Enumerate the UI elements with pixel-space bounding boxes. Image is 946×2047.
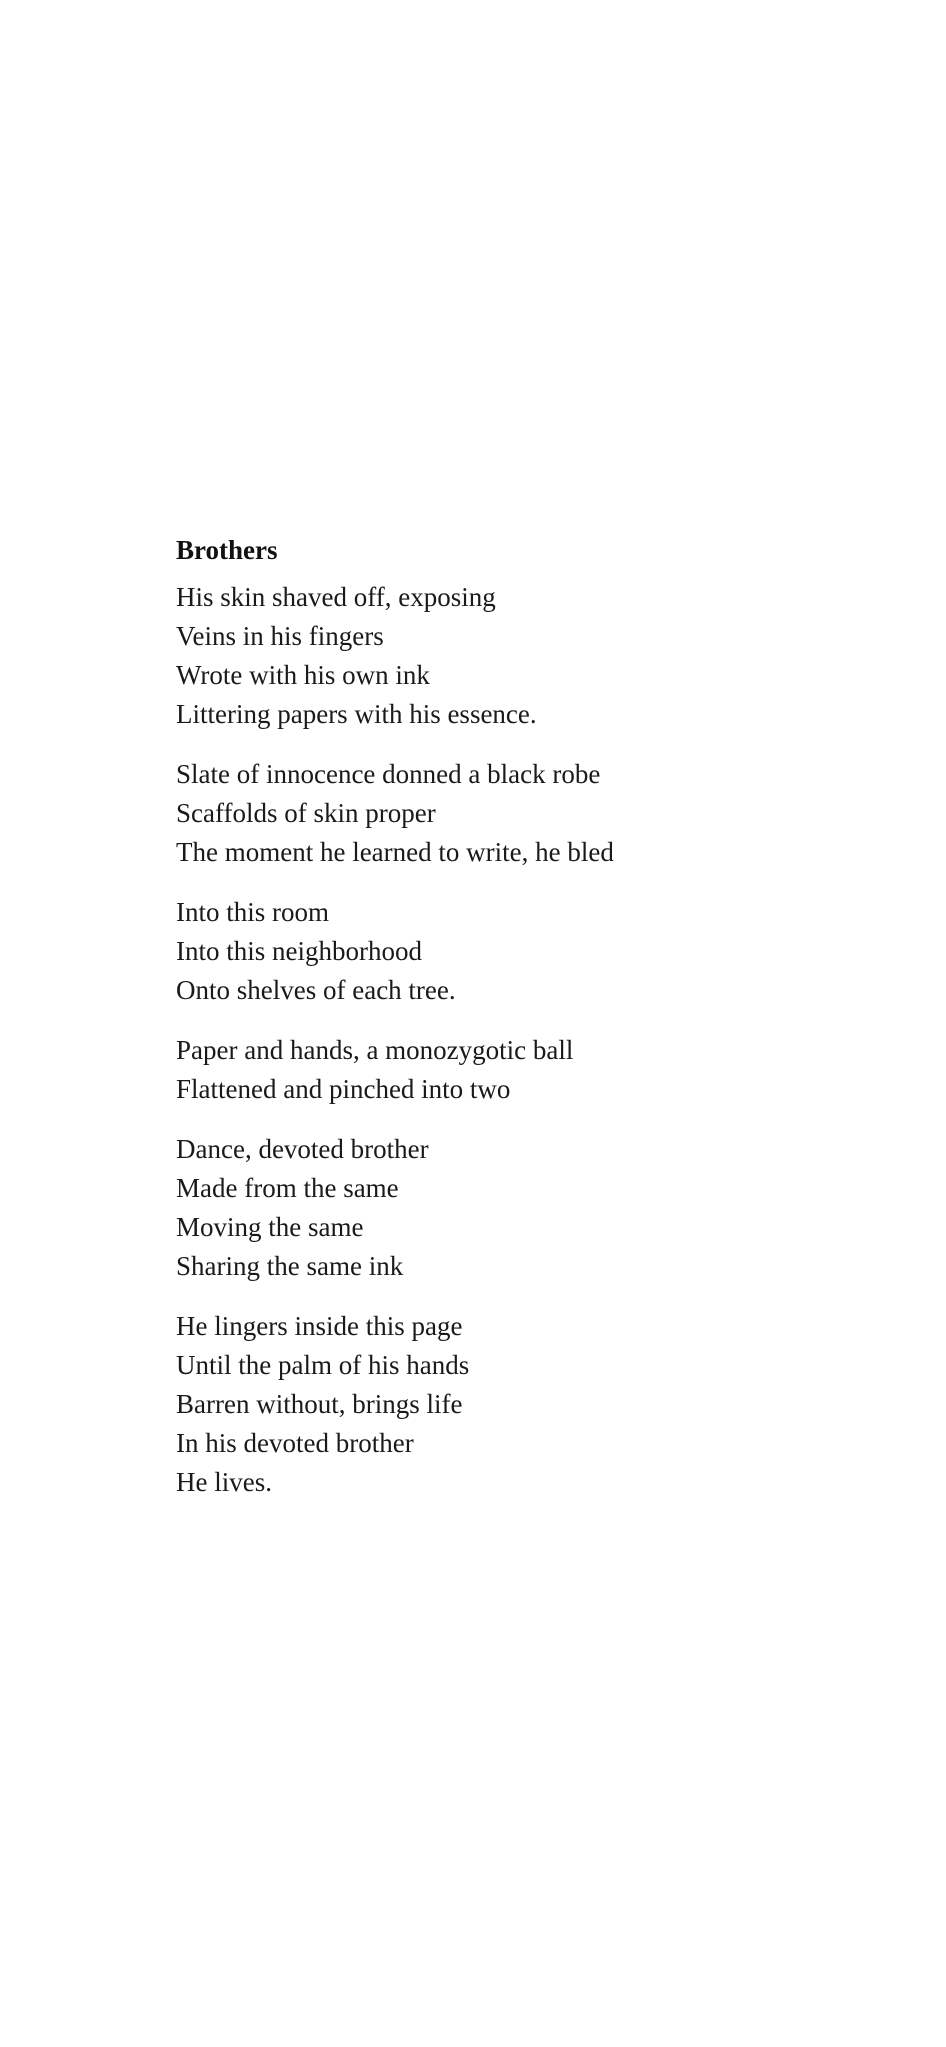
poem-line: Slate of innocence donned a black robe	[176, 759, 601, 789]
poem-line: Flattened and pinched into two	[176, 1074, 511, 1104]
poem-line: Into this room	[176, 897, 329, 927]
poem-line: Into this neighborhood	[176, 936, 422, 966]
poem-title: Brothers	[176, 535, 278, 565]
poem-line: The moment he learned to write, he bled	[176, 837, 614, 867]
poem-line: Paper and hands, a monozygotic ball	[176, 1035, 574, 1065]
poem-line: In his devoted brother	[176, 1428, 414, 1458]
poem-line: Barren without, brings life	[176, 1389, 463, 1419]
stanza-5	[176, 1130, 876, 1286]
poem-line: Made from the same	[176, 1173, 399, 1203]
poem-line: His skin shaved off, exposing	[176, 582, 496, 612]
poem-line: Scaffolds of skin proper	[176, 798, 436, 828]
poem-line: He lingers inside this page	[176, 1311, 463, 1341]
poem-line: Littering papers with his essence.	[176, 699, 537, 729]
poem-line: Sharing the same ink	[176, 1251, 404, 1281]
stanza-6	[176, 1307, 876, 1502]
poem-line: Wrote with his own ink	[176, 660, 430, 690]
poem-line: Onto shelves of each tree.	[176, 975, 456, 1005]
poem-line: Dance, devoted brother	[176, 1134, 429, 1164]
stanza-1	[176, 578, 876, 734]
stanza-2	[176, 755, 876, 872]
poem-line: He lives.	[176, 1467, 272, 1497]
poem-line: Until the palm of his hands	[176, 1350, 470, 1380]
poem-line: Veins in his fingers	[176, 621, 384, 651]
poem	[176, 528, 876, 1523]
poem-line: Moving the same	[176, 1212, 364, 1242]
stanza-3	[176, 893, 876, 1010]
stanza-4	[176, 1031, 876, 1109]
